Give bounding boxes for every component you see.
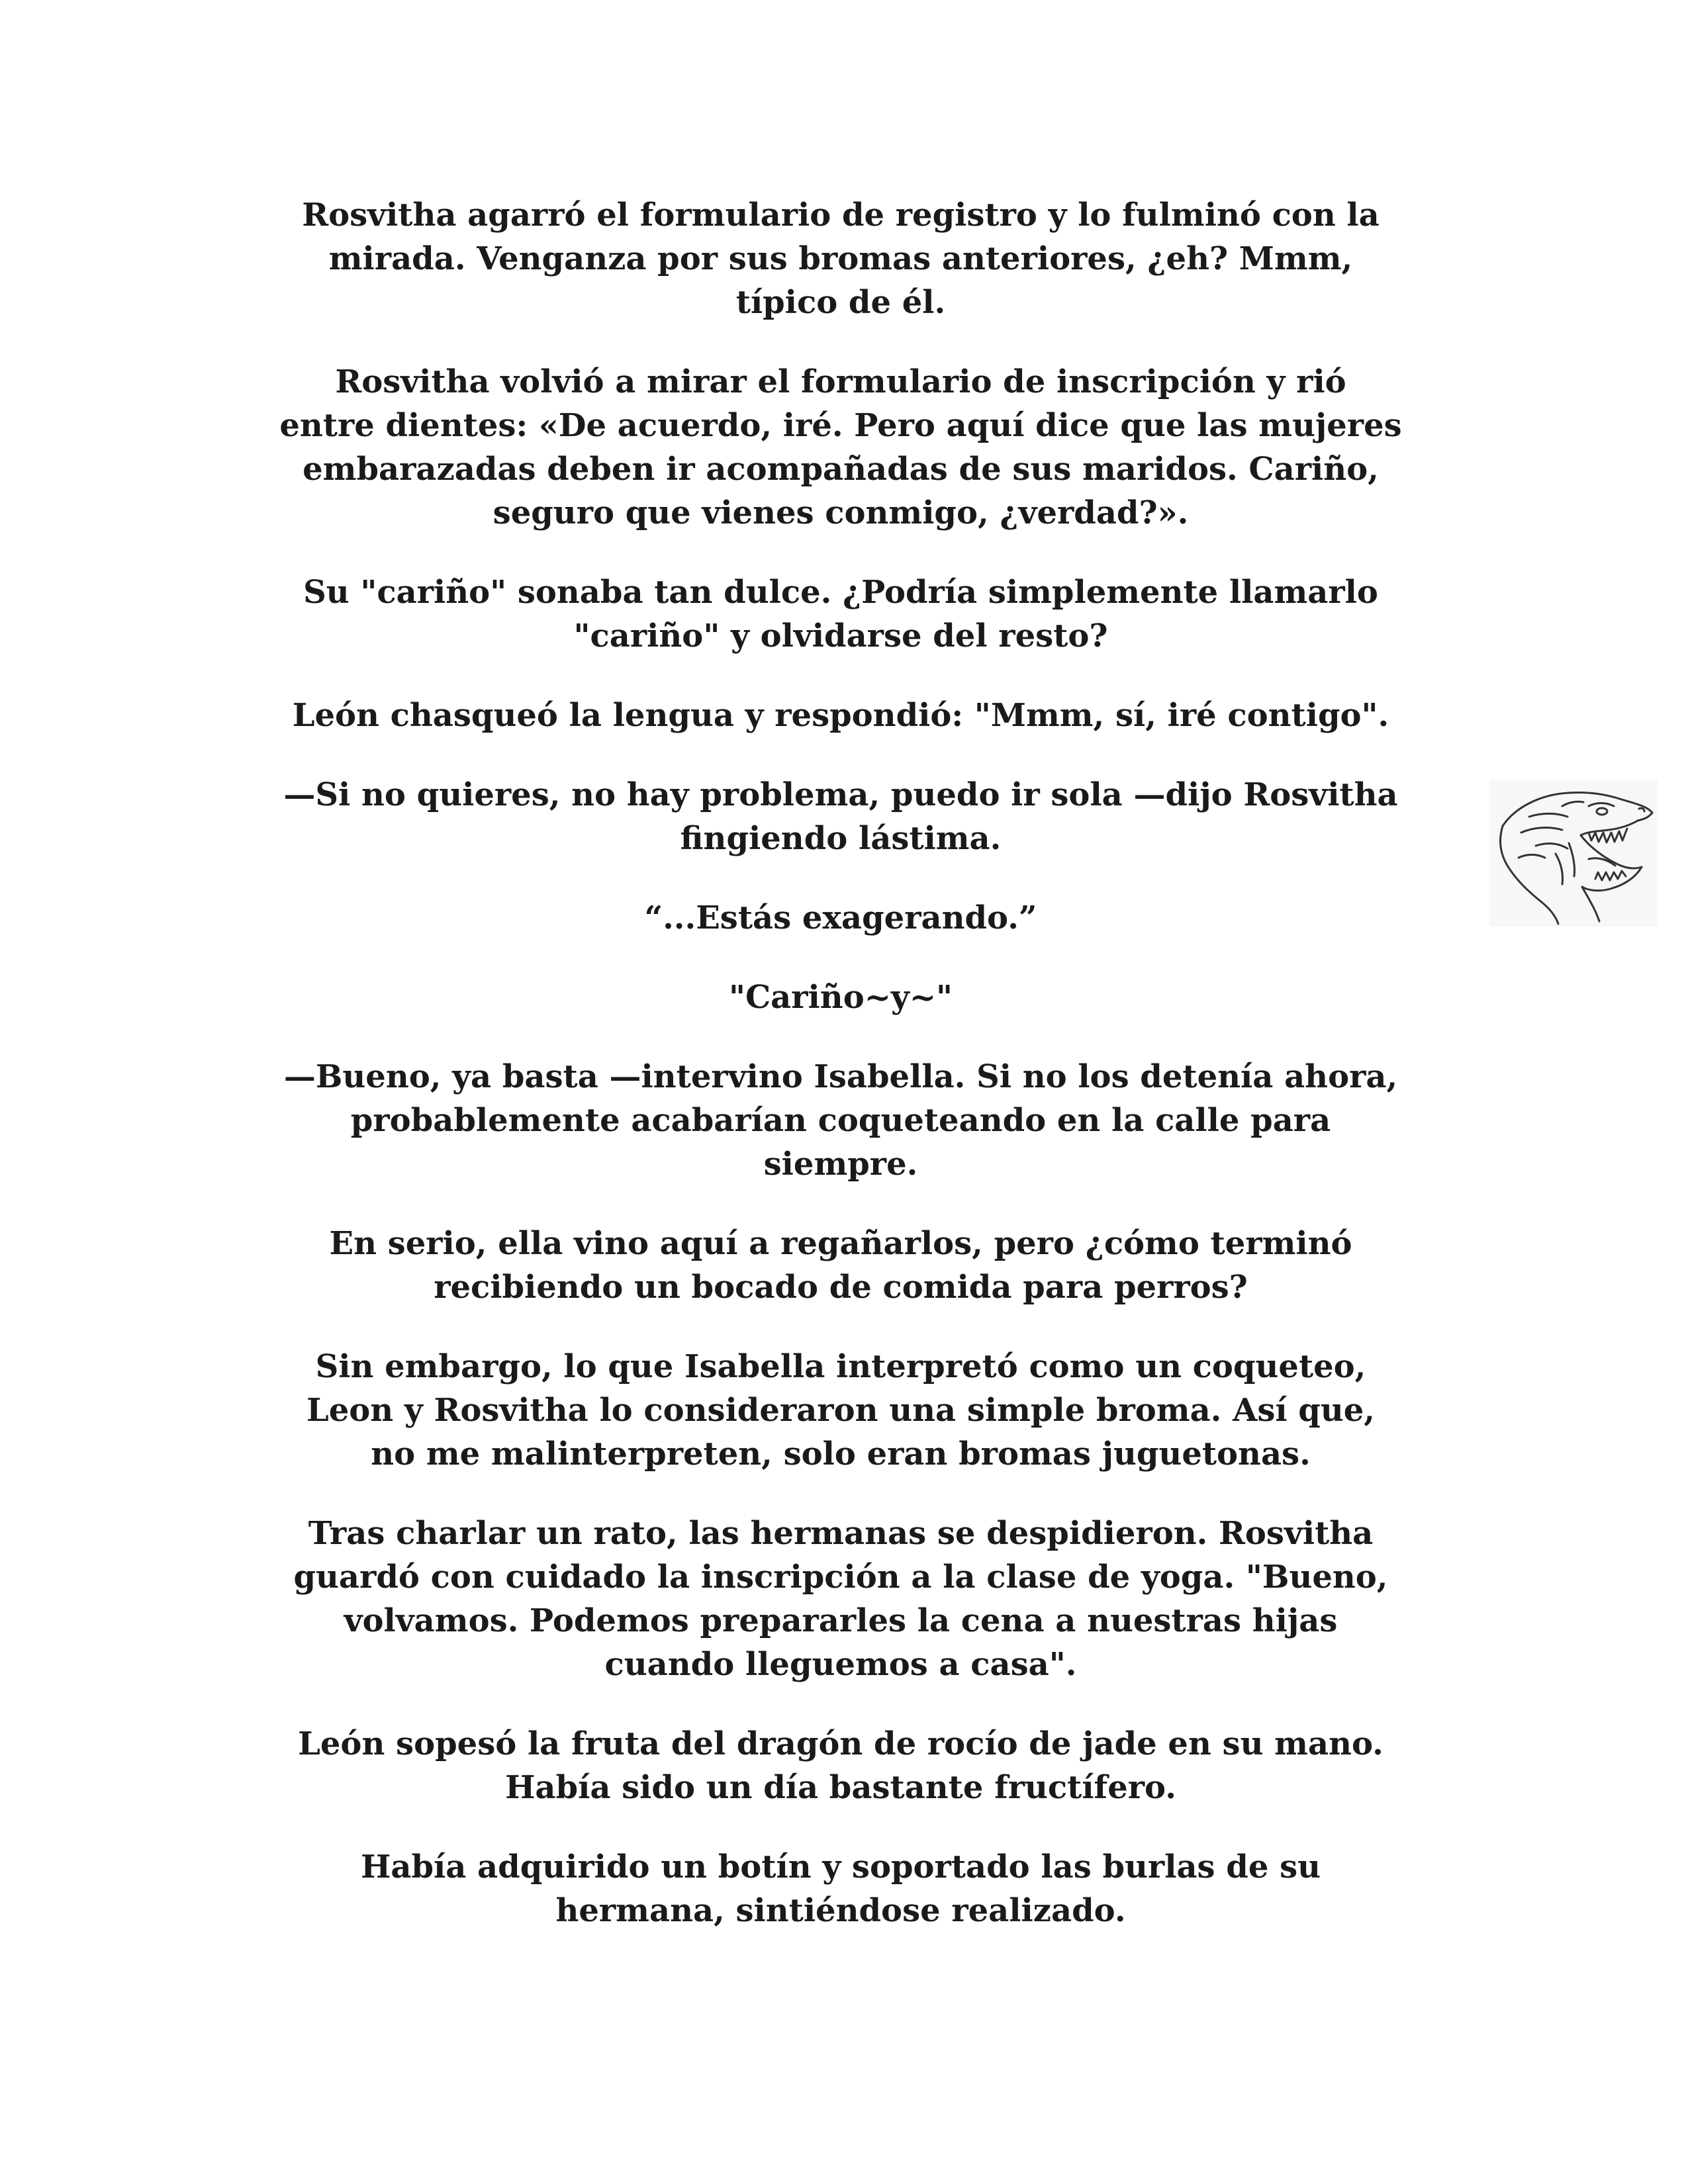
- paragraph: [218, 193, 1463, 324]
- text-line: probablemente acabarían coqueteando en la calle para: [350, 1102, 1331, 1139]
- text-line: León sopesó la fruta del dragón de rocío de jade en su mano.: [298, 1725, 1383, 1762]
- dinosaur-head-sketch-icon: [1489, 780, 1658, 927]
- text-line: Había sido un día bastante fructífero.: [505, 1769, 1176, 1806]
- text-line: mirada. Venganza por sus bromas anteriores, ¿eh? Mmm,: [328, 240, 1353, 277]
- text-line: entre dientes: «De acuerdo, iré. Pero aquí dice que las mujeres: [279, 407, 1402, 444]
- text-line: Sin embargo, lo que Isabella interpretó como un coqueteo,: [315, 1348, 1366, 1385]
- text-line: embarazadas deben ir acompañadas de sus maridos. Cariño,: [303, 451, 1379, 488]
- paragraph: [218, 1722, 1463, 1809]
- paragraph: [218, 694, 1463, 737]
- text-line: Tras charlar un rato, las hermanas se despidieron. Rosvitha: [308, 1515, 1374, 1552]
- paragraph: [218, 1055, 1463, 1186]
- text-line: En serio, ella vino aquí a regañarlos, pero ¿cómo terminó: [329, 1225, 1352, 1262]
- text-line: Su "cariño" sonaba tan dulce. ¿Podría simplemente llamarlo: [303, 574, 1378, 611]
- text-line: “...Estás exagerando.”: [644, 899, 1037, 936]
- text-line: cuando lleguemos a casa".: [604, 1646, 1077, 1683]
- paragraph: [218, 773, 1463, 860]
- text-line: Rosvitha agarró el formulario de registro y lo fulminó con la: [302, 197, 1380, 234]
- text-line: típico de él.: [735, 284, 946, 321]
- text-line: —Si no quieres, no hay problema, puedo ir sola —dijo Rosvitha: [283, 776, 1398, 813]
- paragraph: [218, 1512, 1463, 1686]
- text-line: León chasqueó la lengua y respondió: "Mmm, sí, iré contigo".: [292, 697, 1389, 734]
- paragraph: [218, 1845, 1463, 1933]
- text-line: guardó con cuidado la inscripción a la clase de yoga. "Bueno,: [293, 1559, 1388, 1596]
- paragraph: [218, 360, 1463, 535]
- paragraph: [218, 976, 1463, 1019]
- story-text: [218, 193, 1463, 1968]
- text-line: seguro que vienes conmigo, ¿verdad?».: [492, 494, 1189, 531]
- text-line: volvamos. Podemos prepararles la cena a nuestras hijas: [344, 1602, 1338, 1639]
- paragraph: [218, 570, 1463, 658]
- text-line: no me malinterpreten, solo eran bromas juguetonas.: [371, 1435, 1311, 1473]
- text-line: hermana, sintiéndose realizado.: [555, 1892, 1126, 1929]
- text-line: "cariño" y olvidarse del resto?: [573, 617, 1108, 655]
- text-line: Rosvitha volvió a mirar el formulario de inscripción y rió: [335, 363, 1346, 400]
- text-line: "Cariño~y~": [728, 979, 953, 1016]
- text-line: —Bueno, ya basta —intervino Isabella. Si no los detenía ahora,: [283, 1058, 1398, 1095]
- text-line: siempre.: [763, 1146, 918, 1183]
- text-line: fingiendo lástima.: [680, 820, 1002, 857]
- paragraph: [218, 896, 1463, 940]
- text-line: Leon y Rosvitha lo consideraron una simple broma. Así que,: [306, 1392, 1376, 1429]
- text-line: Había adquirido un botín y soportado las burlas de su: [360, 1848, 1321, 1886]
- paragraph: [218, 1222, 1463, 1309]
- paragraph: [218, 1345, 1463, 1476]
- text-line: recibiendo un bocado de comida para perros?: [434, 1269, 1248, 1306]
